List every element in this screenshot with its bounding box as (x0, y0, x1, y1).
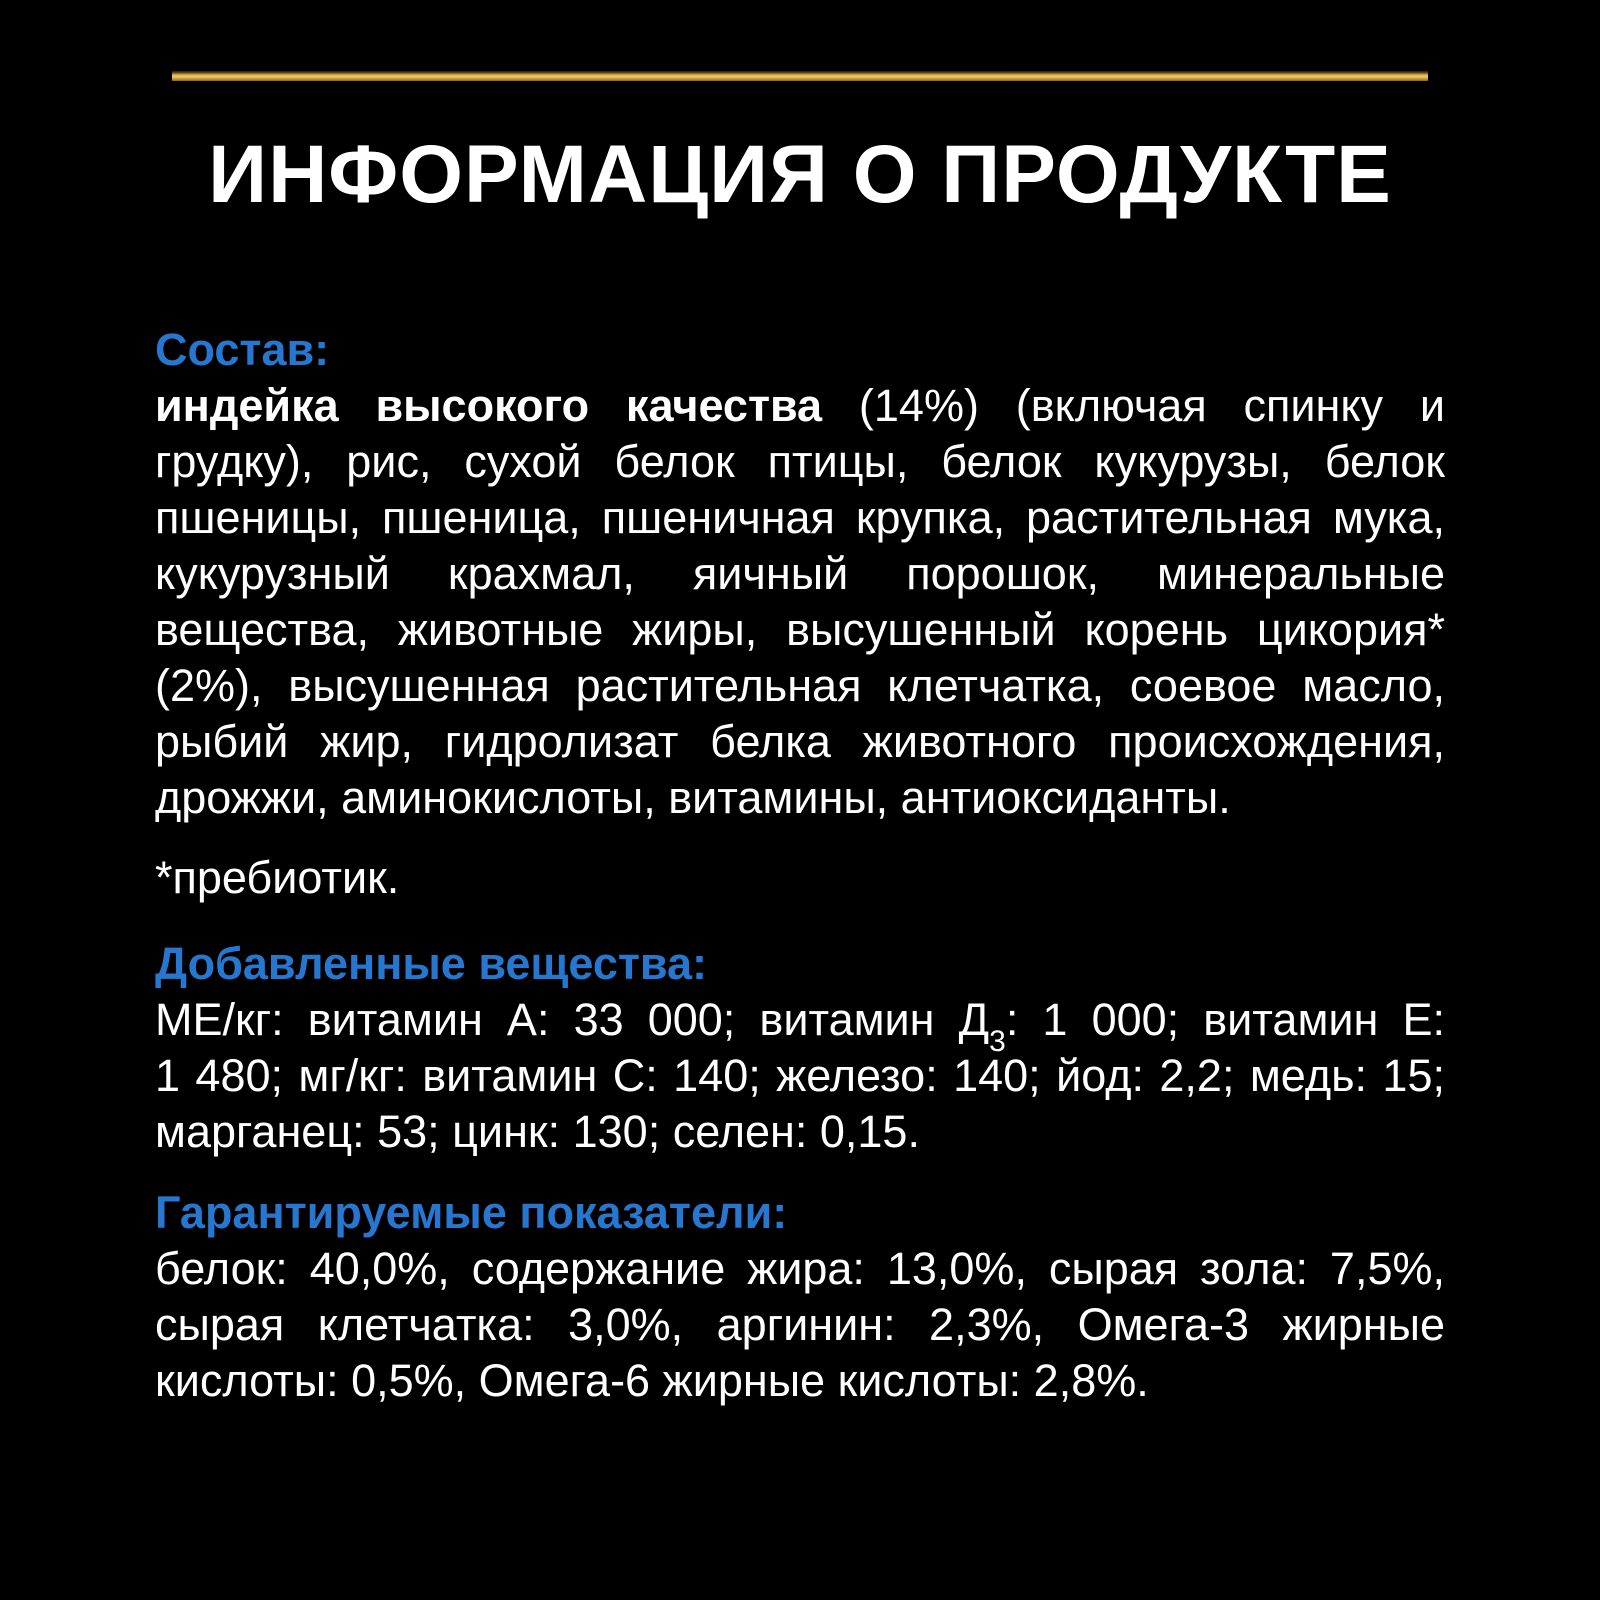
added-substances-part1: МЕ/кг: витамин А: 33 000; витамин Д (155, 994, 990, 1045)
added-substances-section (155, 936, 1445, 1160)
composition-heading: Состав: (155, 324, 330, 375)
gold-divider-bar (172, 71, 1428, 81)
composition-bold-lead: индейка высокого качества (155, 380, 823, 431)
guaranteed-indicators-heading: Гарантируемые показатели: (155, 1187, 788, 1238)
guaranteed-indicators-section (155, 1185, 1445, 1409)
vitamin-d3-subscript: 3 (989, 1025, 1006, 1058)
added-substances-part2: : 1 000; витамин Е: 1 480; мг/кг: витамин С: 140; железо: 140; йод: 2,2; медь: 15; марганец: 53; цинк: 130; селен: 0,15. (155, 994, 1445, 1157)
composition-section (155, 322, 1445, 826)
composition-rest: (14%) (включая спинку и грудку), рис, сухой белок птицы, белок кукурузы, белок пшеницы, пшеница, пшеничная крупка, растительная мука, кукурузный крахмал, яичный порошок, минеральные вещества, животные жиры, высушенный корень цикория* (2%), высушенная растительная клетчатка, соевое масло, рыбий жир, гидролизат белка животного происхождения, дрожжи, аминокислоты, витамины, антиоксиданты. (155, 380, 1445, 823)
composition-text (155, 378, 1445, 826)
guaranteed-indicators-text: белок: 40,0%, содержание жира: 13,0%, сырая зола: 7,5%, сырая клетчатка: 3,0%, аргинин: 2,3%, Омега-3 жирные кислоты: 0,5%, Омега-6 жирные кислоты: 2,8%. (155, 1243, 1445, 1406)
page-title: ИНФОРМАЦИЯ О ПРОДУКТЕ (208, 129, 1392, 220)
product-info-content (155, 322, 1445, 1409)
added-substances-text (155, 992, 1445, 1160)
prebiotic-note: *пребиотик. (155, 852, 400, 903)
added-substances-heading: Добавленные вещества: (155, 938, 707, 989)
